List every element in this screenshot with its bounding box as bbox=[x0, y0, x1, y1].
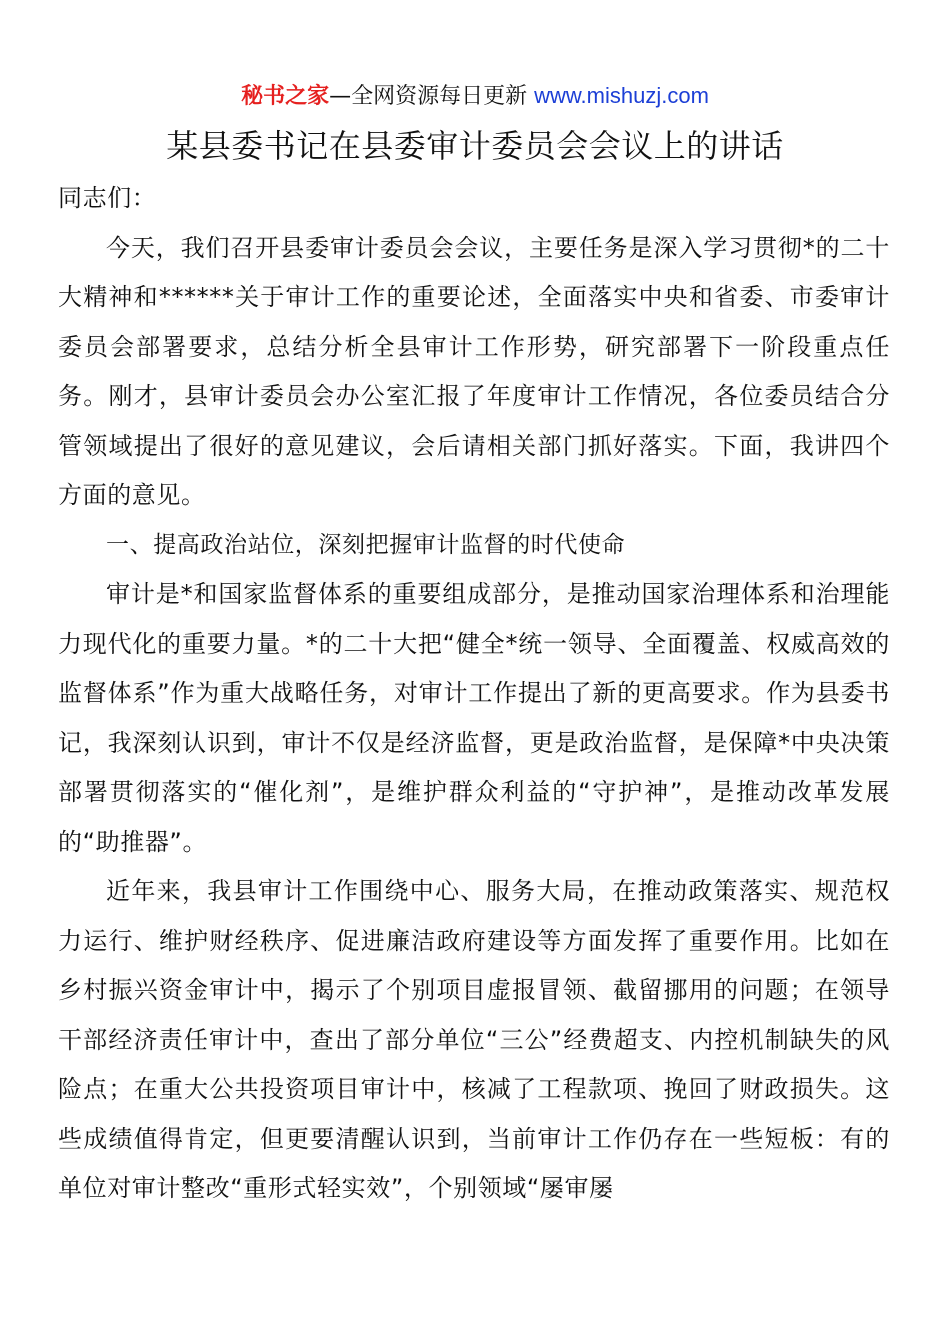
site-url-link[interactable]: www.mishuzj.com bbox=[534, 83, 709, 108]
document-title: 某县委书记在县委审计委员会会议上的讲话 bbox=[166, 127, 784, 165]
paragraph-recent-work: 近年来，我县审计工作围绕中心、服务大局，在推动政策落实、规范权力运行、维护财经秩序、促进廉洁政府建设等方面发挥了重要作用。比如在乡村振兴资金审计中，揭示了个别项目虚报冒领、截留挪用的问题；在领导干部经济责任审计中，查出了部分单位“三公”经费超支、内控机制缺失的风险点；在重大公共投资项目审计中，核减了工程款项、挽回了财政损失。这些成绩值得肯定，但更要清醒认识到，当前审计工作仍存在一些短板：有的单位对审计整改“重形式轻实效”，个别领域“屡审屡 bbox=[58, 877, 890, 1202]
site-name: 秘书之家 bbox=[241, 84, 330, 109]
site-slogan: —全网资源每日更新 bbox=[329, 84, 535, 109]
site-header bbox=[0, 80, 950, 113]
section-heading-1: 一、提高政治站位，深刻把握审计监督的时代使命 bbox=[106, 531, 626, 558]
paragraph-audit-role: 审计是*和国家监督体系的重要组成部分，是推动国家治理体系和治理能力现代化的重要力量。*的二十大把“健全*统一领导、全面覆盖、权威高效的监督体系”作为重大战略任务，对审计工作提出了新的更高要求。作为县委书记，我深刻认识到，审计不仅是经济监督，更是政治监督，是保障*中央决策部署贯彻落实的“催化剂”，是维护群众利益的“守护神”，是推动改革发展的“助推器”。 bbox=[58, 580, 890, 856]
paragraph-intro: 今天，我们召开县委审计委员会会议，主要任务是深入学习贯彻*的二十大精神和******关于审计工作的重要论述，全面落实中央和省委、市委审计委员会部署要求，总结分析全县审计工作形势，研究部署下一阶段重点任务。刚才，县审计委员会办公室汇报了年度审计工作情况，各位委员结合分管领域提出了很好的意见建议，会后请相关部门抓好落实。下面，我讲四个方面的意见。 bbox=[58, 233, 890, 509]
document-body bbox=[58, 174, 890, 1214]
salutation: 同志们： bbox=[58, 184, 157, 212]
